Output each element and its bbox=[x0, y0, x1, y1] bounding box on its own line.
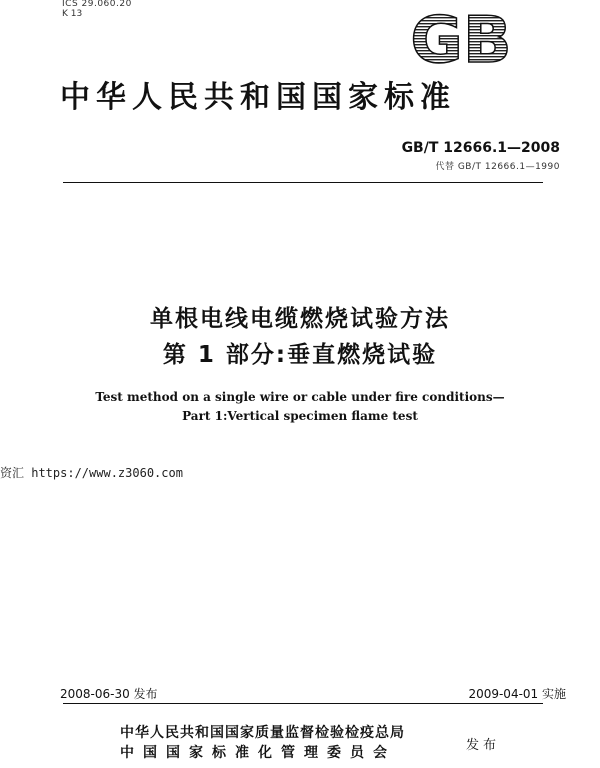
footer-divider bbox=[63, 703, 543, 704]
issuer-org-1: 中华人民共和国国家质量监督检验检疫总局 bbox=[120, 725, 405, 741]
standard-category: 中华人民共和国国家标准 bbox=[60, 80, 456, 115]
ccs-code: K 13 bbox=[62, 9, 83, 19]
standard-number: GB/T 12666.1—2008 bbox=[401, 140, 560, 156]
header-divider bbox=[63, 182, 543, 183]
title-cn-line1: 单根电线电缆燃烧试验方法 bbox=[150, 306, 450, 332]
title-en-line1: Test method on a single wire or cable under fire conditions— bbox=[95, 390, 505, 404]
implementation-date: 2009-04-01 实施 bbox=[468, 687, 566, 701]
issue-date: 2008-06-30 发布 bbox=[60, 687, 158, 701]
issuer-org-2: 中国国家标准化管理委员会 bbox=[120, 745, 396, 761]
gb-logo-text: GB bbox=[410, 8, 512, 70]
ics-code: ICS 29.060.20 bbox=[62, 0, 132, 9]
title-cn-line2: 第 1 部分:垂直燃烧试验 bbox=[162, 342, 438, 368]
title-en-line2: Part 1:Vertical specimen flame test bbox=[182, 409, 418, 423]
gb-logo bbox=[400, 8, 522, 70]
publish-label: 发布 bbox=[466, 738, 501, 753]
watermark-url: 资汇 https://www.z3060.com bbox=[0, 466, 183, 480]
replaces-note: 代替 GB/T 12666.1—1990 bbox=[435, 162, 560, 172]
